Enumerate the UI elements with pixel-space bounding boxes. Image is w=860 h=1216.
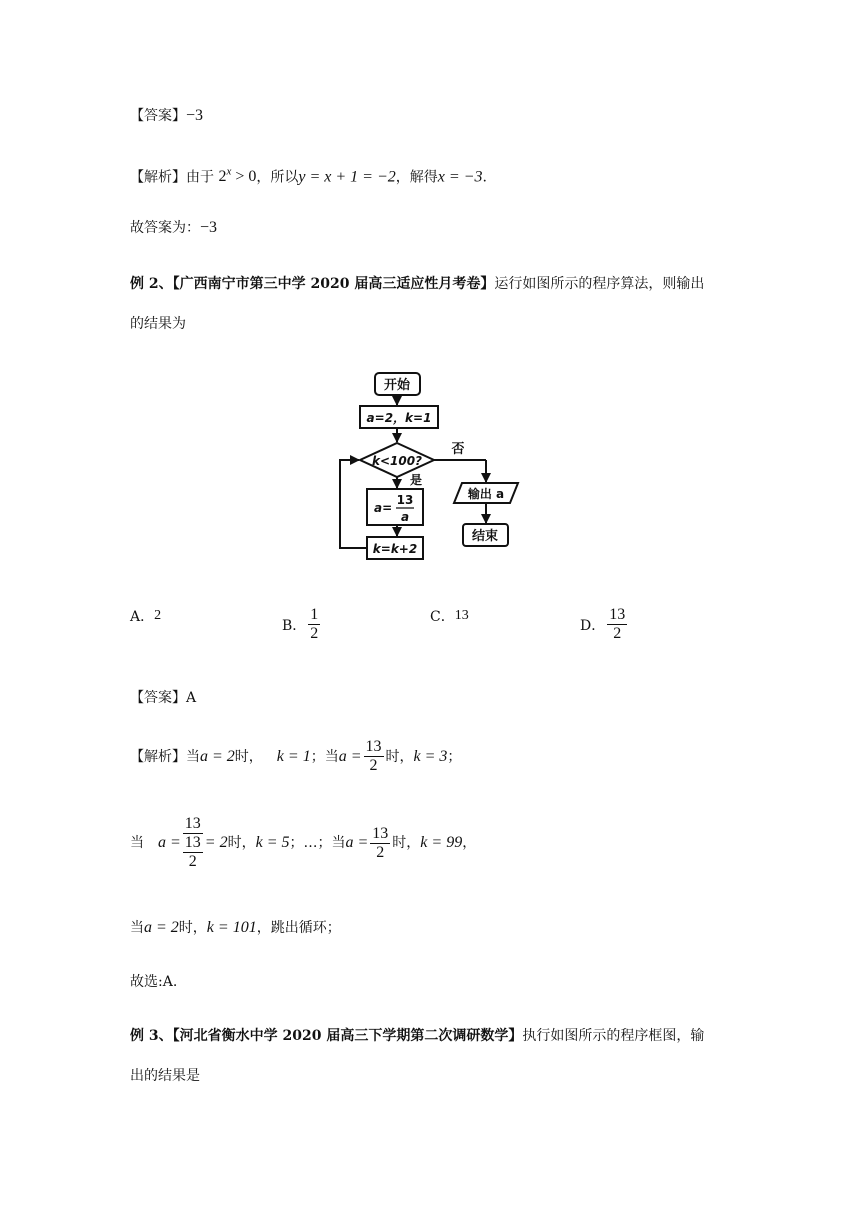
analysis-text: 时， <box>227 835 256 851</box>
math-expression: a = <box>345 834 369 851</box>
math-expression: x = −3 <box>437 168 483 186</box>
analysis-text: ，跳出循环； <box>256 920 341 936</box>
choice-c <box>430 606 469 626</box>
ex1-conclusion-line <box>130 218 217 238</box>
choice-label: C． <box>430 609 455 625</box>
analysis-text: 时， <box>178 920 207 936</box>
end-label: 结束 <box>471 529 499 544</box>
ex2-question-line-2 <box>130 314 186 334</box>
analysis-text: ， <box>462 835 477 851</box>
math-expression: a = 2 <box>200 747 235 765</box>
condition-label: k<100? <box>371 454 423 468</box>
output-label: 输出 a <box>467 487 505 501</box>
math-expression: k = 5 <box>255 834 290 851</box>
question-text: 的结果为 <box>130 316 186 332</box>
assign-num-label: 13 <box>396 493 414 507</box>
answer-value: A <box>186 690 197 706</box>
ex2-analysis-line-2 <box>130 815 476 871</box>
assign-left-label: a= <box>374 501 393 515</box>
fraction: $\frac{13}{2}$ <box>609 606 626 642</box>
assign-den-label: a <box>400 510 410 524</box>
analysis-text: ，解得 <box>395 169 438 186</box>
start-label: 开始 <box>383 378 411 393</box>
ex2-conclusion-line <box>130 972 177 992</box>
analysis-text: 时， <box>392 835 421 851</box>
answer-tag: 【答案】 <box>130 690 186 706</box>
conclusion-value: −3 <box>200 219 218 236</box>
nested-fraction: $\frac{13}{\frac{13}{2}}$ <box>184 815 201 870</box>
math-expression: a = <box>338 747 362 765</box>
question-text: 运行如图所示的程序算法，则输出 <box>494 276 705 292</box>
math-expression: y = x + 1 = −2 <box>298 168 396 186</box>
init-label: a=2，k=1 <box>366 411 432 425</box>
no-label: 否 <box>451 442 465 457</box>
analysis-text: 当 <box>130 835 144 851</box>
ex1-answer-line <box>130 106 203 126</box>
choice-b <box>282 606 322 643</box>
ex1-analysis-line <box>130 162 487 187</box>
fraction: $\frac{13}{2}$ <box>365 738 382 774</box>
example-label: 例 3、 <box>130 1028 173 1044</box>
choice-label: B． <box>282 617 307 634</box>
ex2-analysis-line-1 <box>130 738 461 775</box>
choice-d <box>580 606 629 643</box>
math-expression: k = 3 <box>413 747 448 765</box>
fraction: $\frac{13}{2}$ <box>372 824 389 861</box>
analysis-text: 当 <box>130 920 144 936</box>
math-expression: k = 101 <box>206 919 257 936</box>
analysis-text: ； <box>447 748 462 765</box>
analysis-text: . <box>482 169 487 186</box>
flowchart <box>330 370 535 565</box>
analysis-text: ，所以 <box>256 169 299 186</box>
math-expression: a = 2 <box>144 919 179 936</box>
analysis-text: 当 <box>186 748 200 765</box>
choice-value: 2 <box>154 608 162 623</box>
example-source: 【河北省衡水中学 2020 届高三下学期第二次调研数学】 <box>172 1028 523 1044</box>
math-expression: a = <box>158 834 181 851</box>
example-label: 例 2、 <box>130 276 173 292</box>
question-text: 执行如图所示的程序框图，输 <box>522 1028 705 1044</box>
choice-label: A． <box>130 609 155 625</box>
analysis-text: 时， <box>234 748 263 765</box>
math-expression: k = 99 <box>420 834 463 851</box>
question-text: 出的结果是 <box>130 1068 200 1084</box>
ex2-question-line <box>130 274 704 294</box>
increment-label: k=k+2 <box>372 542 418 556</box>
example-source: 【广西南宁市第三中学 2020 届高三适应性月考卷】 <box>172 276 495 292</box>
choice-a <box>130 606 161 626</box>
math-expression: = 2 <box>204 834 228 851</box>
analysis-tag: 【解析】 <box>130 169 186 186</box>
analysis-text: 时， <box>385 748 414 765</box>
analysis-text: ；…；当 <box>289 835 346 851</box>
ex2-analysis-line-3 <box>130 918 341 938</box>
math-expression: k = 1 <box>276 747 311 765</box>
conclusion-label: 故答案为： <box>130 220 200 236</box>
conclusion-text: 故选:A. <box>130 974 178 990</box>
math-expression: $2^x > 0$ <box>218 166 257 186</box>
yes-label: 是 <box>410 473 423 487</box>
fraction: $\frac{1}{2}$ <box>310 606 319 642</box>
analysis-text: 由于 <box>186 169 214 186</box>
ex3-question-line-2 <box>130 1066 200 1086</box>
answer-value: −3 <box>186 107 204 124</box>
analysis-text: ；当 <box>310 748 339 765</box>
choice-value: 13 <box>454 608 469 623</box>
analysis-tag: 【解析】 <box>130 748 186 765</box>
ex3-question-line <box>130 1026 704 1046</box>
answer-tag: 【答案】 <box>130 108 186 124</box>
choice-label: D． <box>580 617 606 634</box>
ex2-answer-line <box>130 688 196 708</box>
